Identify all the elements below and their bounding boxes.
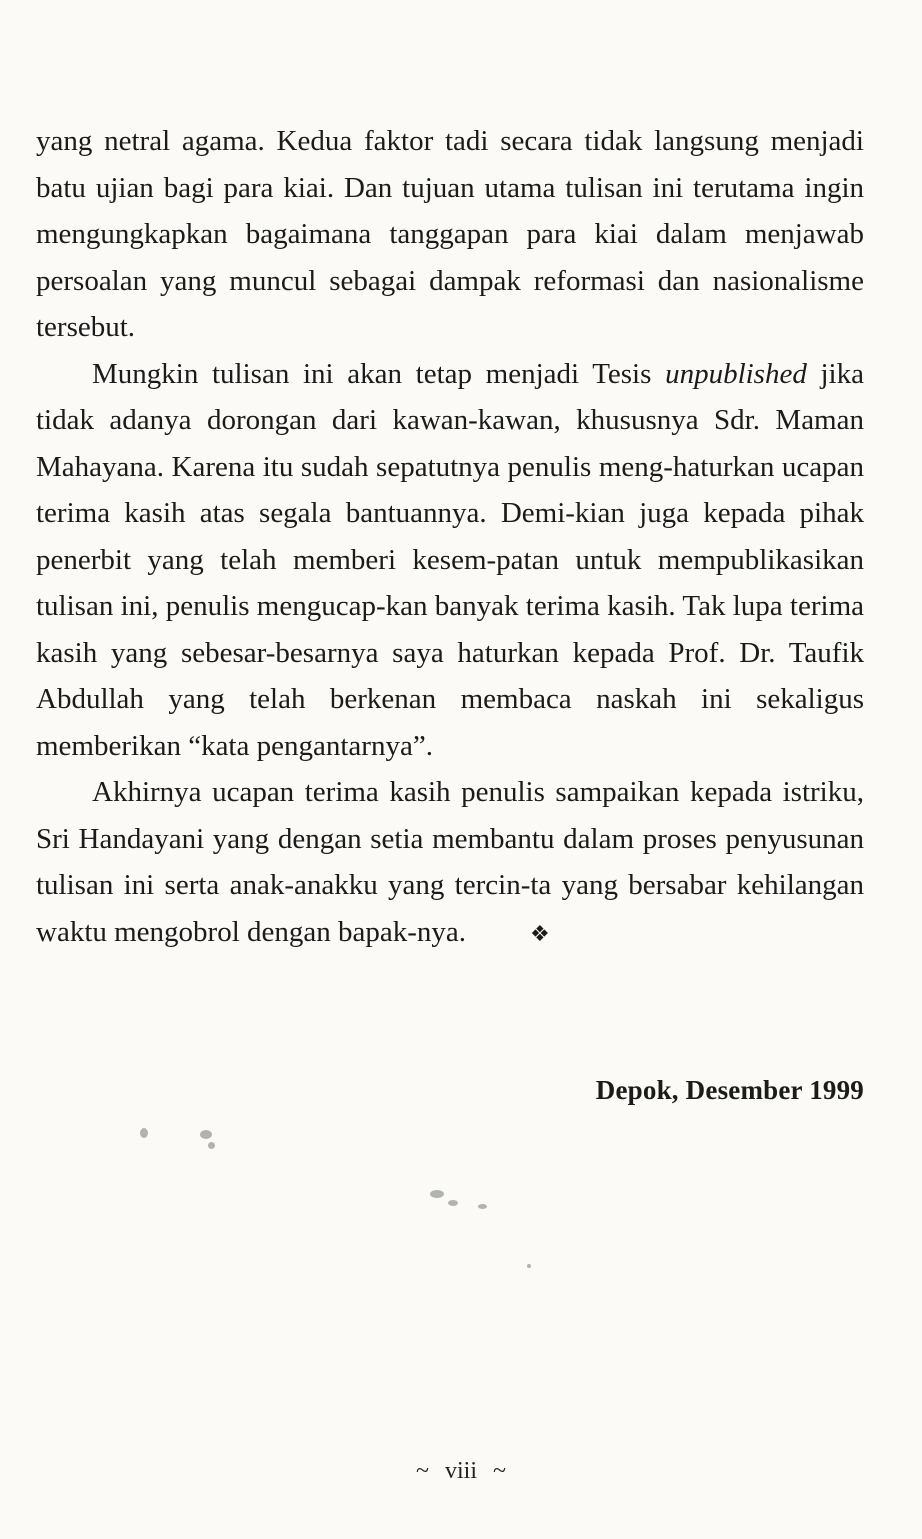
page-number <box>0 1458 922 1485</box>
paragraph-1: yang netral agama. Kedua faktor tadi secara tidak langsung menjadi batu ujian bagi para kiai. Dan tujuan utama tulisan ini terutama ingin mengungkapkan bagaimana tanggapan para kiai dalam menjawab persoalan yang muncul sebagai dampak reformasi dan nasionalisme tersebut. <box>36 125 864 343</box>
ink-blemish <box>448 1200 458 1206</box>
paragraph-2-rest: jika tidak adanya dorongan dari kawan-kawan, khususnya Sdr. Maman Mahayana. Karena itu sudah sepatutnya penulis meng-haturkan ucapan terima kasih atas segala bantuannya. Demi-kian juga kepada pihak penerbit yang telah memberi kesem-patan untuk mempublikasikan tulisan ini, penulis mengucap-kan banyak terima kasih. Tak lupa terima kasih yang sebesar-besarnya saya haturkan kepada Prof. Dr. Taufik Abdullah yang telah berkenan membaca naskah ini sekaligus memberikan “kata pengantarnya”. <box>36 357 864 762</box>
paragraph-2-start: Mungkin tulisan ini akan tetap menjadi Tesis <box>92 357 666 390</box>
place-date-signature: Depok, Desember 1999 <box>595 1075 864 1105</box>
paragraph-3-text: Akhirnya ucapan terima kasih penulis sampaikan kepada istriku, Sri Handayani yang dengan setia membantu dalam proses penyusunan tulisan ini serta anak-anakku yang tercin-ta yang bersabar kehilangan waktu mengobrol dengan bapak-nya. <box>36 776 864 948</box>
ink-blemish <box>430 1190 444 1198</box>
ink-blemish <box>140 1128 148 1138</box>
ink-blemish <box>527 1264 531 1268</box>
folio-left-tilde: ~ <box>416 1458 429 1484</box>
paragraph-2 <box>36 351 864 770</box>
ink-blemish <box>208 1142 215 1149</box>
section-end-ornament: ❖ <box>530 920 550 946</box>
italic-term: unpublished <box>665 357 807 390</box>
ink-blemish <box>200 1130 212 1139</box>
paragraph-3 <box>36 769 864 957</box>
folio-right-tilde: ~ <box>493 1458 506 1484</box>
folio-number: viii <box>444 1458 477 1484</box>
ink-blemish <box>478 1204 487 1209</box>
body-text <box>36 118 864 957</box>
